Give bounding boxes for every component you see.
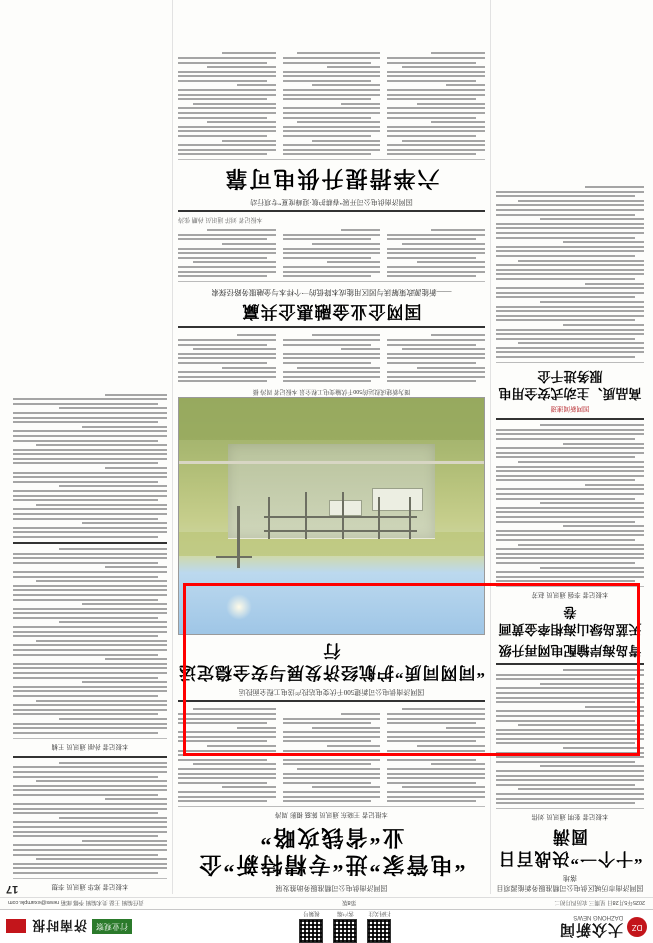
article-body xyxy=(178,332,485,383)
divider xyxy=(13,756,167,758)
article-kicker: 国网济南供电公司新建500千伏变电站投产送电工程全面投运 xyxy=(238,687,425,696)
article-kicker: 国网济南市历城区供电公司精准服务新能源项目落地 xyxy=(496,874,644,892)
article-headline-line1: 青岛海岸输配电网再升级 xyxy=(498,643,642,658)
transmission-tower xyxy=(269,497,271,539)
divider xyxy=(496,418,644,420)
article-byline: 本报记者 李强 通讯员 赵芳 xyxy=(531,591,609,599)
publisher-name: 大众新闻 xyxy=(558,920,623,937)
transmission-tower xyxy=(409,497,411,539)
column-right xyxy=(8,0,173,894)
article-headline: “同网同质”护航经济发展与安全稳定运行 xyxy=(178,640,485,682)
field-band xyxy=(179,398,484,440)
article-right-3 xyxy=(13,394,167,538)
divider xyxy=(496,663,644,665)
issue-date: 2025年5月28日 星期三 农历四月初二 xyxy=(554,899,645,906)
masthead xyxy=(0,909,653,943)
article-body-column xyxy=(387,50,485,156)
article-headline: 国网企业金融惠企共赢 xyxy=(241,301,422,321)
article-byline: 本报记者 孙丽 通讯员 王楠 xyxy=(51,742,129,750)
article-body-column xyxy=(283,227,381,278)
article-body-column xyxy=(283,332,381,383)
issue-editors: 责任编辑 王磊 美术编辑 李娜 邮箱 news@example.com xyxy=(8,899,144,906)
article-body-column xyxy=(387,227,485,278)
article-body xyxy=(496,424,644,582)
qr-app-label: 客户端 xyxy=(337,910,354,916)
article-right-2 xyxy=(13,548,167,752)
column-center xyxy=(173,0,491,894)
divider xyxy=(496,808,644,809)
issue-page-label: 第8版 xyxy=(342,899,357,906)
publisher-logo[interactable] xyxy=(559,912,647,941)
article-left-2 xyxy=(496,424,644,659)
gantry-beam xyxy=(264,516,417,518)
divider xyxy=(496,586,644,587)
article-headline: 六举措提升供电可靠 xyxy=(223,165,440,191)
qr-video-label: 视频号 xyxy=(303,910,320,916)
masthead-qr-group xyxy=(132,910,559,943)
article-byline: 本报记者 王晓东 通讯员 陈磊 摄影 周涛 xyxy=(274,811,389,819)
qr-follow-label: 扫码关注 xyxy=(368,910,391,916)
transmission-tower xyxy=(378,497,380,539)
article-center-bottom xyxy=(178,50,485,206)
divider xyxy=(178,326,485,328)
article-body xyxy=(178,50,485,156)
article-body-column xyxy=(178,706,276,802)
article-body-column xyxy=(178,332,276,383)
article-left-1 xyxy=(496,669,644,892)
article-byline: 本报记者 张明 通讯员 刘伟 xyxy=(531,813,609,821)
qr-follow[interactable] xyxy=(368,910,392,943)
page-number: 17 xyxy=(6,883,19,895)
qr-code-icon xyxy=(300,919,324,943)
article-byline: 本报记者 刘洋 通讯员 孙鹏 张涛 xyxy=(178,215,263,222)
article-body-column xyxy=(178,50,276,156)
article-body xyxy=(178,706,485,802)
article-headline-line2: 天蓝岛绿山海相牵金黄画卷 xyxy=(498,604,642,638)
divider xyxy=(178,159,485,160)
paper-name: 济南时报 xyxy=(31,918,88,933)
article-body-column xyxy=(387,332,485,383)
issue-info-bar xyxy=(0,897,653,909)
qr-code-icon xyxy=(368,919,392,943)
divider xyxy=(178,210,485,212)
sun-glow xyxy=(226,594,252,620)
article-center-highlight xyxy=(178,216,485,322)
article-body xyxy=(13,548,167,734)
divider xyxy=(13,878,167,879)
divider xyxy=(178,281,485,282)
divider xyxy=(13,542,167,544)
publisher-subtitle: DAZHONG NEWS xyxy=(573,913,623,920)
section-flag: 国网新闻速递 xyxy=(550,405,590,413)
article-photo xyxy=(178,397,485,635)
article-body-column xyxy=(178,227,276,278)
article-body-column xyxy=(283,50,381,156)
qr-app[interactable] xyxy=(334,910,358,943)
photo-caption: 图为新建成投运的500千伏输变电工程全景 本报记者 周涛 摄 xyxy=(252,387,411,394)
article-headline: “十个一”决战百日圆满 xyxy=(497,827,643,869)
qr-code-icon xyxy=(334,919,358,943)
article-center-photo xyxy=(178,332,485,696)
gantry-beam xyxy=(216,556,253,558)
control-building xyxy=(330,500,363,516)
divider xyxy=(178,806,485,807)
qr-video[interactable] xyxy=(300,910,324,943)
divider xyxy=(13,738,167,739)
article-kicker: 国网济南供电公司开展“春耕护航·迎峰度夏”专项行动 xyxy=(250,197,413,206)
publisher-badge-icon: DZ xyxy=(627,917,647,937)
article-center-top xyxy=(178,706,485,892)
article-kicker: 国网济南供电公司精准服务助推发展 xyxy=(275,884,388,892)
article-kicker: 高品质、主动式安全用电服务进千企 xyxy=(498,368,642,402)
article-body xyxy=(13,394,167,538)
article-kicker: ——新能源政策解读与园区用能成本降低的一个样本与金融服务路径探索 xyxy=(211,287,452,297)
access-road xyxy=(179,461,484,464)
article-right-1 xyxy=(13,762,167,892)
article-byline: 本报记者 郑华 通讯员 李想 xyxy=(51,883,129,890)
masthead-right xyxy=(6,917,132,936)
gantry-beam xyxy=(264,530,417,532)
masthead-accent-block xyxy=(6,920,26,934)
divider xyxy=(178,700,485,702)
article-body xyxy=(13,762,167,874)
article-headline: “电管家”进“专精特新”企业“省钱攻略” xyxy=(197,824,466,878)
section-ribbon[interactable]: 行业观察 xyxy=(92,919,132,934)
article-left-3 xyxy=(496,186,644,414)
divider xyxy=(496,362,644,363)
article-body xyxy=(496,669,644,804)
transmission-tower xyxy=(237,506,240,567)
article-body xyxy=(178,227,485,278)
article-body-column xyxy=(283,706,381,802)
article-body xyxy=(496,186,644,358)
column-left xyxy=(491,0,649,894)
article-body-column xyxy=(387,706,485,802)
